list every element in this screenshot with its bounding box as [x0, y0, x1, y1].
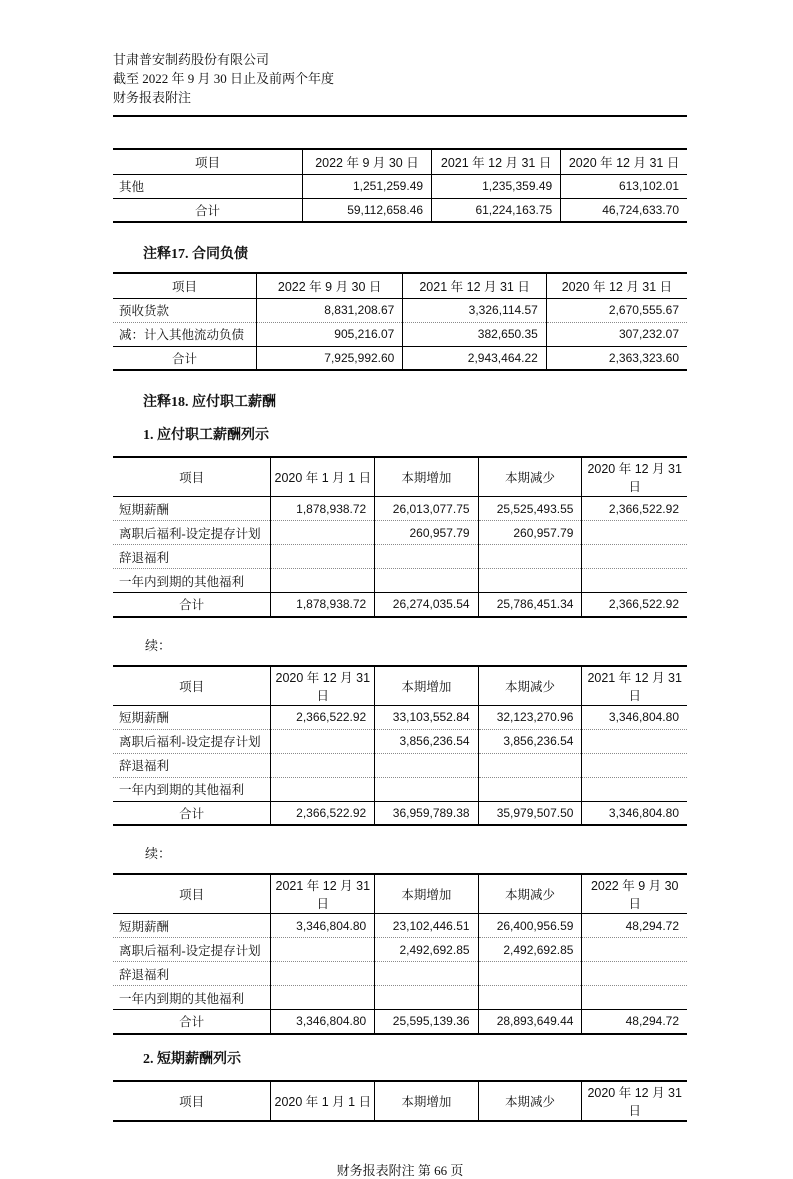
row-label: 合计 [113, 346, 257, 370]
column-header: 2020 年 1 月 1 日 [271, 457, 375, 497]
cell-value [478, 777, 582, 801]
company-name: 甘肃普安制药股份有限公司 [113, 52, 270, 67]
row-label: 辞退福利 [113, 753, 271, 777]
cell-value: 3,346,804.80 [582, 801, 687, 825]
column-header: 项目 [113, 1081, 271, 1121]
cell-value: 48,294.72 [582, 1010, 687, 1034]
cell-value [271, 521, 375, 545]
table-row [113, 497, 687, 521]
row-label: 离职后福利-设定提存计划 [113, 729, 271, 753]
cell-value: 25,595,139.36 [375, 1010, 478, 1034]
table-header-row [113, 874, 687, 914]
cell-value [271, 986, 375, 1010]
cell-value [271, 962, 375, 986]
cell-value [271, 729, 375, 753]
cell-value: 2,366,522.92 [582, 593, 687, 617]
cell-value [271, 569, 375, 593]
row-label: 短期薪酬 [119, 502, 170, 517]
column-header: 2020 年 12 月 31 日 [582, 1081, 687, 1121]
column-header: 2020 年 1 月 1 日 [271, 1081, 375, 1121]
cell-value: 3,346,804.80 [271, 914, 375, 938]
column-header: 本期减少 [478, 1081, 582, 1121]
row-label: 减：计入其他流动负债 [113, 322, 257, 346]
cell-value [375, 569, 478, 593]
cell-value: 2,366,522.92 [582, 497, 687, 521]
cell-value: 2,366,522.92 [271, 801, 375, 825]
table-row [113, 521, 687, 545]
table-header-row [113, 273, 687, 298]
cell-value: 1,878,938.72 [271, 593, 375, 617]
cell-value: 2,366,522.92 [271, 705, 375, 729]
column-header: 2021 年 12 月 31 日 [582, 666, 687, 706]
row-label: 合计 [113, 801, 271, 825]
cell-value: 1,235,359.49 [432, 174, 561, 198]
table-header-row [113, 666, 687, 706]
cell-value [582, 986, 687, 1010]
cell-value: 2,943,464.22 [403, 346, 547, 370]
column-header: 项目 [113, 874, 271, 914]
cell-value [478, 545, 582, 569]
cell-value: 59,112,658.46 [302, 198, 431, 222]
table-row [113, 777, 687, 801]
row-label: 预收货款 [119, 304, 170, 318]
note17-heading: 注释17. 合同负债 [143, 247, 248, 262]
table-row [113, 346, 687, 370]
table-row [113, 198, 687, 222]
cell-value: 3,856,236.54 [375, 729, 478, 753]
continuation-label-2: 续： [145, 846, 172, 861]
table-row [113, 705, 687, 729]
continuation-label-1: 续： [145, 637, 172, 653]
column-header: 本期增加 [375, 874, 478, 914]
table-short-term-header [113, 1080, 687, 1122]
row-label: 合计 [113, 1010, 271, 1034]
cell-value [582, 938, 687, 962]
cell-value: 2,492,692.85 [375, 938, 478, 962]
cell-value [582, 569, 687, 593]
column-header: 本期减少 [478, 666, 582, 706]
subheading-1: 1. 应付职工薪酬列示 [143, 428, 269, 443]
column-header: 本期增加 [375, 1081, 478, 1121]
cell-value: 32,123,270.96 [478, 705, 582, 729]
column-header: 项目 [113, 273, 257, 298]
cell-value: 905,216.07 [257, 322, 403, 346]
column-header: 2022 年 9 月 30 日 [582, 874, 687, 914]
cell-value: 3,326,114.57 [403, 298, 547, 322]
table-row [113, 593, 687, 617]
column-header: 项目 [113, 666, 271, 706]
document-header [113, 50, 687, 107]
column-header: 本期减少 [478, 457, 582, 497]
cell-value [271, 777, 375, 801]
table-row [113, 545, 687, 569]
row-label: 离职后福利-设定提存计划 [113, 938, 271, 962]
cell-value: 25,525,493.55 [478, 497, 582, 521]
cell-value: 1,878,938.72 [271, 497, 375, 521]
column-header: 项目 [113, 457, 271, 497]
cell-value: 23,102,446.51 [375, 914, 478, 938]
column-header: 2020 年 12 月 31 日 [582, 457, 687, 497]
table-header-row [113, 149, 687, 174]
cell-value: 28,893,649.44 [478, 1010, 582, 1034]
cell-value [582, 777, 687, 801]
cell-value: 26,013,077.75 [375, 497, 478, 521]
cell-value: 3,346,804.80 [271, 1010, 375, 1034]
cell-value [271, 545, 375, 569]
cell-value: 2,670,555.67 [546, 298, 687, 322]
table-row [113, 962, 687, 986]
table-row [113, 569, 687, 593]
table-row [113, 938, 687, 962]
column-header: 2020 年 12 月 31 日 [546, 273, 687, 298]
table-row [113, 1010, 687, 1034]
row-label: 合计 [113, 593, 271, 617]
row-label: 其他 [119, 180, 145, 194]
cell-value [271, 753, 375, 777]
report-period: 截至 2022 年 9 月 30 日止及前两个年度 [113, 71, 335, 86]
column-header: 2021 年 12 月 31 日 [271, 874, 375, 914]
row-label: 一年内到期的其他福利 [113, 569, 271, 593]
table-other-total [113, 148, 687, 223]
table-row [113, 753, 687, 777]
cell-value: 7,925,992.60 [257, 346, 403, 370]
table-payroll-2022 [113, 873, 687, 1035]
cell-value [478, 569, 582, 593]
cell-value: 46,724,633.70 [561, 198, 687, 222]
cell-value: 33,103,552.84 [375, 705, 478, 729]
doc-title: 财务报表附注 [113, 90, 192, 105]
table-row [113, 729, 687, 753]
cell-value [375, 545, 478, 569]
cell-value [582, 729, 687, 753]
cell-value: 61,224,163.75 [432, 198, 561, 222]
cell-value [271, 938, 375, 962]
table-payroll-2020 [113, 456, 687, 618]
table-row [113, 801, 687, 825]
cell-value [582, 753, 687, 777]
subheading-2: 2. 短期薪酬列示 [143, 1051, 241, 1067]
table-payroll-2021 [113, 665, 687, 827]
row-label: 短期薪酬 [119, 711, 170, 725]
row-label: 辞退福利 [113, 545, 271, 569]
table-header-row [113, 1081, 687, 1121]
cell-value: 8,831,208.67 [257, 298, 403, 322]
column-header: 2022 年 9 月 30 日 [257, 273, 403, 298]
cell-value [582, 545, 687, 569]
column-header: 项目 [113, 149, 302, 174]
cell-value: 26,400,956.59 [478, 914, 582, 938]
cell-value [478, 753, 582, 777]
table-row [113, 322, 687, 346]
column-header: 2021 年 12 月 31 日 [432, 149, 561, 174]
cell-value: 3,856,236.54 [478, 729, 582, 753]
column-header: 2022 年 9 月 30 日 [302, 149, 431, 174]
cell-value: 35,979,507.50 [478, 801, 582, 825]
column-header: 2020 年 12 月 31 日 [561, 149, 687, 174]
cell-value: 48,294.72 [582, 914, 687, 938]
cell-value: 26,274,035.54 [375, 593, 478, 617]
cell-value: 382,650.35 [403, 322, 547, 346]
cell-value: 613,102.01 [561, 174, 687, 198]
cell-value [478, 986, 582, 1010]
cell-value: 2,492,692.85 [478, 938, 582, 962]
cell-value: 36,959,789.38 [375, 801, 478, 825]
row-label: 短期薪酬 [119, 919, 170, 934]
cell-value [375, 962, 478, 986]
column-header: 本期增加 [375, 457, 478, 497]
cell-value: 3,346,804.80 [582, 705, 687, 729]
column-header: 本期减少 [478, 874, 582, 914]
table-row [113, 986, 687, 1010]
column-header: 本期增加 [375, 666, 478, 706]
cell-value: 25,786,451.34 [478, 593, 582, 617]
cell-value: 260,957.79 [478, 521, 582, 545]
note18-heading: 注释18. 应付职工薪酬 [143, 395, 276, 410]
cell-value [375, 753, 478, 777]
page-footer: 财务报表附注 第 66 页 [336, 1162, 464, 1178]
cell-value: 307,232.07 [546, 322, 687, 346]
row-label: 一年内到期的其他福利 [113, 777, 271, 801]
row-label: 离职后福利-设定提存计划 [113, 521, 271, 545]
cell-value: 2,363,323.60 [546, 346, 687, 370]
cell-value [375, 986, 478, 1010]
row-label: 一年内到期的其他福利 [113, 986, 271, 1010]
cell-value [582, 962, 687, 986]
header-rule [113, 115, 687, 117]
table-row [113, 174, 687, 198]
table-row [113, 298, 687, 322]
column-header: 2021 年 12 月 31 日 [403, 273, 547, 298]
table-row [113, 914, 687, 938]
row-label: 合计 [113, 198, 302, 222]
cell-value: 260,957.79 [375, 521, 478, 545]
row-label: 辞退福利 [113, 962, 271, 986]
cell-value [478, 962, 582, 986]
column-header: 2020 年 12 月 31 日 [271, 666, 375, 706]
cell-value [375, 777, 478, 801]
table-header-row [113, 457, 687, 497]
cell-value: 1,251,259.49 [302, 174, 431, 198]
table-contract-liabilities [113, 272, 687, 371]
cell-value [582, 521, 687, 545]
